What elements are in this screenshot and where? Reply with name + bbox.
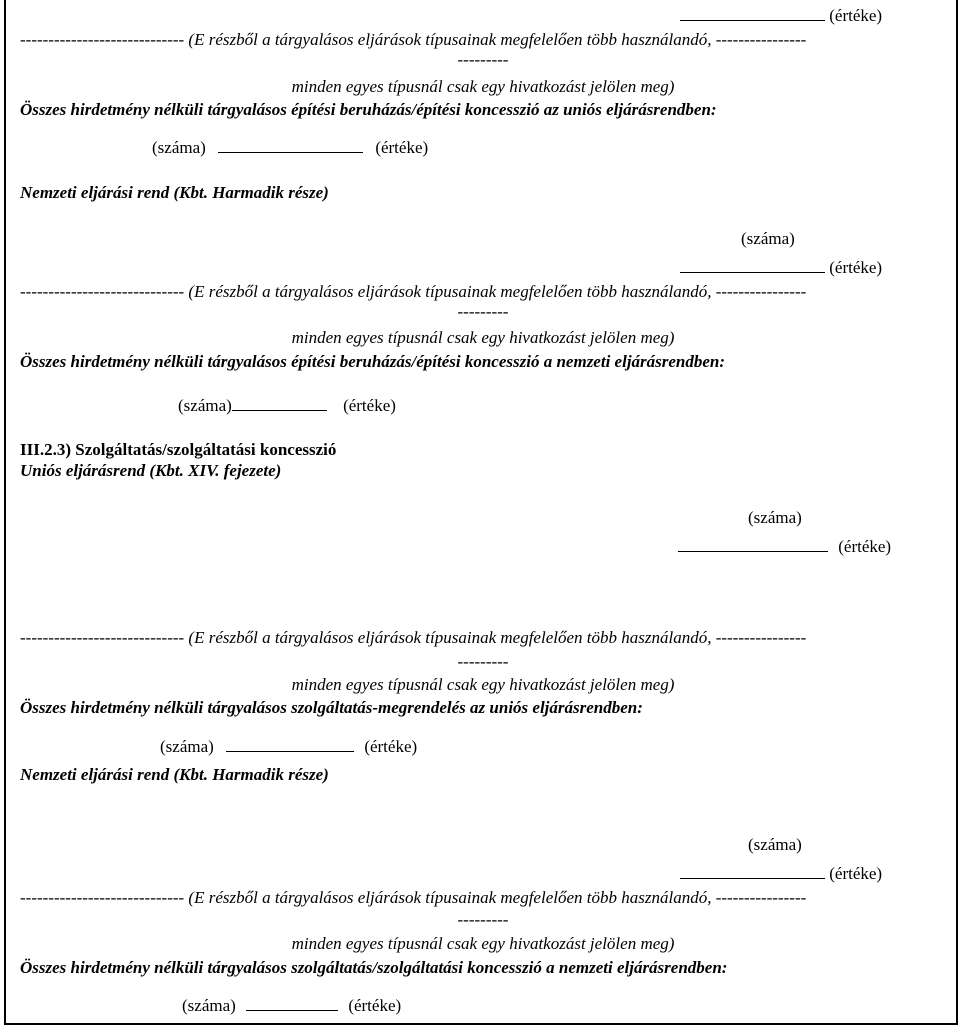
dash-short-2: --------- <box>457 302 509 321</box>
dash-short-1: --------- <box>457 50 509 69</box>
section-heading-eu-construction: Összes hirdetmény nélküli tárgyalásos építési beruházás/építési koncesszió az uniós eljárásrendben: <box>20 100 717 119</box>
number-value-row-1: (száma) (értéke) <box>152 138 429 157</box>
dash-short-4: --------- <box>457 910 509 929</box>
dash-line-3: ----------------------------- (E részből a tárgyalásos eljárások típusainak megfelelően több használandó, ---------------- <box>20 628 807 647</box>
value-line-3: (értéke) <box>678 537 891 557</box>
section-title-services: III.2.3) Szolgáltatás/szolgáltatási koncesszió <box>20 440 337 459</box>
value-blank[interactable] <box>680 258 825 273</box>
number-value-row-4: (száma) (értéke) <box>182 996 402 1015</box>
national-rule-label-2: Nemzeti eljárási rend (Kbt. Harmadik része) <box>20 765 329 784</box>
number-blank[interactable] <box>232 396 327 411</box>
dash-line-1: ----------------------------- (E részből a tárgyalásos eljárások típusainak megfelelően több használandó, ---------------- <box>20 30 807 49</box>
value-line-2: (értéke) <box>680 258 882 278</box>
number-value-row-3: (száma) (értéke) <box>160 737 418 756</box>
value-blank[interactable] <box>678 537 828 552</box>
section-heading-national-construction: Összes hirdetmény nélküli tárgyalásos építési beruházás/építési koncesszió a nemzeti eljárásrendben: <box>20 352 726 371</box>
instruction-3: minden egyes típusnál csak egy hivatkozást jelölen meg) <box>291 675 675 694</box>
value-blank[interactable] <box>680 6 825 21</box>
number-value-row-2: (száma) (értéke) <box>178 396 396 415</box>
value-line-4: (értéke) <box>680 864 882 884</box>
number-blank[interactable] <box>218 138 363 153</box>
dash-line-4: ----------------------------- (E részből a tárgyalásos eljárások típusainak megfelelően több használandó, ---------------- <box>20 888 807 907</box>
value-blank[interactable] <box>680 864 825 879</box>
national-rule-label-1: Nemzeti eljárási rend (Kbt. Harmadik része) <box>20 183 329 202</box>
dash-line-2: ----------------------------- (E részből a tárgyalásos eljárások típusainak megfelelően több használandó, ---------------- <box>20 282 807 301</box>
number-blank[interactable] <box>226 737 354 752</box>
number-blank[interactable] <box>246 996 338 1011</box>
dash-short-3: --------- <box>457 652 509 671</box>
section-heading-national-services: Összes hirdetmény nélküli tárgyalásos szolgáltatás/szolgáltatási koncesszió a nemzeti eljárásrendben: <box>20 958 728 977</box>
number-label-3: (száma) <box>748 508 802 527</box>
section-subtitle-services: Uniós eljárásrend (Kbt. XIV. fejezete) <box>20 461 282 480</box>
instruction-4: minden egyes típusnál csak egy hivatkozást jelölen meg) <box>291 934 675 953</box>
value-line-1: (értéke) <box>680 6 882 26</box>
number-label-4: (száma) <box>748 835 802 854</box>
number-label-2: (száma) <box>741 229 795 248</box>
instruction-1: minden egyes típusnál csak egy hivatkozást jelölen meg) <box>291 77 675 96</box>
section-heading-eu-services: Összes hirdetmény nélküli tárgyalásos szolgáltatás-megrendelés az uniós eljárásrendben: <box>20 698 643 717</box>
instruction-2: minden egyes típusnál csak egy hivatkozást jelölen meg) <box>291 328 675 347</box>
